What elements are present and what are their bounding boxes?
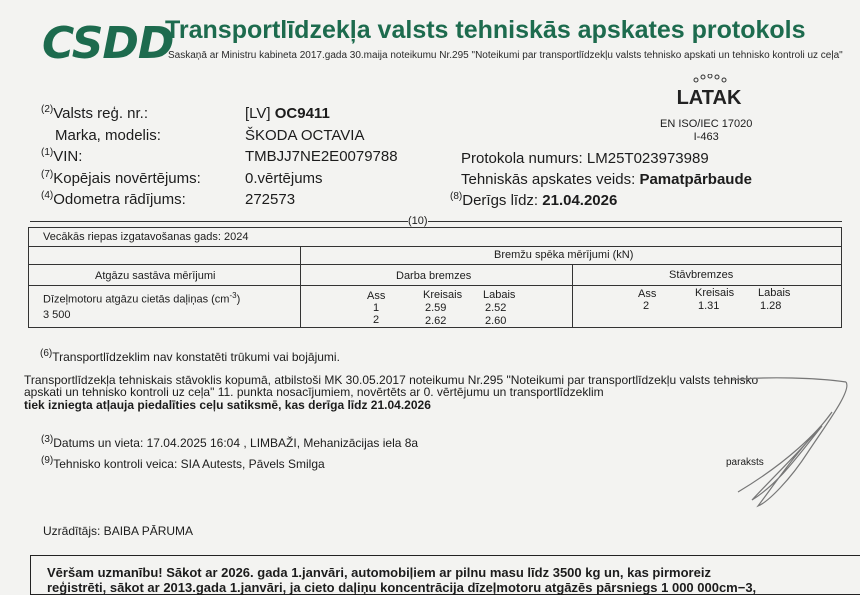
valid-until	[450, 191, 617, 209]
statement-line-3: tiek izniegta atļauja piedalīties ceļu satiksmē, kas derīga līdz 21.04.2026	[24, 398, 431, 412]
valid-until-value: 21.04.2026	[542, 192, 618, 209]
reg-no-prefix: [LV]	[245, 105, 271, 122]
tyre-year: Vecākās riepas izgatavošanas gads: 2024	[43, 231, 249, 243]
make-label: Marka, modelis:	[55, 127, 161, 144]
protocol-number-value: LM25T023973989	[586, 150, 709, 167]
reg-no-ref: (2)	[41, 104, 54, 115]
findings-text: Transportlīdzeklim nav konstatēti trūkumi vai bojājumi.	[52, 350, 340, 364]
accreditation-standard	[660, 118, 752, 144]
parking-row-1-axle: 2	[643, 300, 650, 312]
notice-line-1: Vēršam uzmanību! Sākot ar 2026. gada 1.janvāri, automobiļiem ar pilnu masu līdz 3500 kg un, kas pirmoreiz	[47, 565, 711, 580]
valid-ref: (8)	[450, 191, 463, 202]
accreditation-number: I-463	[693, 131, 719, 143]
reg-no-label	[41, 104, 148, 122]
diesel-unit-sup: -3	[229, 291, 237, 300]
service-brake-header: Darba bremzes	[396, 270, 472, 282]
notice-box	[30, 555, 860, 595]
statement-line-2: apskati un tehnisko kontroli uz ceļa" 11. punkta nosacījumiem, novērtēts ar 0. vērtējumu un transportlīdzeklim	[24, 385, 604, 399]
parking-brake-header: Stāvbremzes	[669, 269, 734, 281]
document-subtitle: Saskaņā ar Ministru kabineta 2017.gada 30.maija noteikumu Nr.295 "Noteikumi par transportlīdzekļu valsts tehnisko apskati un tehnisko kontroli uz ceļa"	[168, 50, 843, 61]
vin-label-text: VIN:	[53, 148, 83, 165]
service-row-2-left: 2.62	[425, 315, 447, 327]
odometer-label-text: Odometra rādījums:	[53, 191, 186, 208]
service-col-axle: Ass	[367, 290, 386, 302]
latak-mark: LATAK	[676, 87, 742, 108]
signature-label: paraksts	[726, 457, 764, 468]
vin-ref: (1)	[41, 147, 54, 158]
parking-col-axle: Ass	[638, 288, 657, 300]
col-divider-2	[572, 264, 573, 328]
protocol-number-label: Protokola numurs:	[461, 150, 583, 167]
tyre-row	[29, 228, 841, 247]
subheader-row	[29, 264, 841, 286]
section-divider-left	[30, 221, 408, 222]
service-col-left: Kreisais	[423, 289, 463, 301]
brake-header: Bremžu spēka mērījumi (kN)	[494, 249, 634, 261]
iso-standard: EN ISO/IEC 17020	[660, 118, 753, 130]
date-text: Datums un vieta: 17.04.2025 16:04 , LIMBAŽI, Mehanizācijas iela 8a	[53, 436, 419, 450]
reg-no-number: OC9411	[274, 105, 330, 122]
diesel-label-text: Dīzeļmotoru atgāzu cietās daļiņas (cm	[43, 293, 230, 306]
parking-row-1-right: 1.28	[760, 300, 782, 312]
findings	[40, 348, 340, 364]
emission-header: Atgāzu sastāva mērījumi	[95, 270, 216, 282]
inspection-date	[41, 434, 418, 450]
col-divider-1	[300, 246, 301, 328]
rating-label-text: Kopējais novērtējums:	[53, 170, 201, 187]
service-row-1-left: 2.59	[425, 302, 447, 314]
statement-line-1: Transportlīdzekļa tehniskais stāvoklis kopumā, atbilstoši MK 30.05.2017 noteikumu Nr.295 "Noteikumi par transportlīdzekļu valsts tehnisko	[24, 373, 759, 387]
parking-col-left: Kreisais	[695, 287, 735, 299]
measurements-ref: (10)	[408, 215, 428, 227]
reg-no-value	[245, 105, 330, 122]
notice-line-2: reģistrēti, sākot ar 2013.gada 1.janvāri, ja cieto daļiņu koncentrācija dīzeļmotoru atgāzēs pārsniegs 1 000 000cm−3,	[47, 580, 757, 595]
odometer-label	[41, 190, 186, 208]
brake-header-row	[29, 246, 841, 265]
rating-label	[41, 169, 201, 187]
diesel-value: 3 500	[43, 309, 71, 321]
diesel-label-close: )	[236, 293, 241, 306]
reg-no-label-text: Valsts reģ. nr.:	[53, 105, 148, 122]
service-row-2-axle: 2	[373, 314, 380, 326]
vin-label	[41, 147, 82, 165]
signature-icon	[728, 372, 856, 512]
inspection-type	[461, 171, 752, 188]
inspection-type-label: Tehniskās apskates veids:	[461, 171, 636, 188]
inspection-type-value: Pamatpārbaude	[639, 171, 752, 188]
document-title: Transportlīdzekļa valsts tehniskās apskates protokols	[165, 16, 806, 44]
measurements-table	[28, 227, 842, 328]
service-row-1-axle: 1	[373, 302, 380, 314]
make-value: ŠKODA OCTAVIA	[245, 127, 365, 144]
parking-row-1-left: 1.31	[698, 300, 720, 312]
inspector	[41, 455, 325, 471]
parking-col-right: Labais	[758, 287, 791, 299]
service-col-right: Labais	[483, 289, 516, 301]
service-row-1-right: 2.52	[485, 302, 507, 314]
protocol-number	[461, 150, 709, 167]
rating-value: 0.vērtējums	[245, 170, 323, 187]
section-divider-right	[428, 221, 842, 222]
odometer-value: 272573	[245, 191, 296, 208]
latak-logo-icon	[674, 74, 744, 108]
diesel-label	[43, 291, 240, 306]
presenter: Uzrādītājs: BAIBA PĀRUMA	[43, 524, 194, 538]
csdd-logo: CSDD	[42, 18, 174, 69]
vin-value: TMBJJ7NE2E0079788	[245, 148, 398, 165]
inspector-text: Tehnisko kontroli veica: SIA Autests, Pāvels Smilga	[53, 457, 325, 471]
rating-ref: (7)	[41, 169, 54, 180]
odometer-ref: (4)	[41, 190, 54, 201]
inspector-ref: (9)	[41, 455, 54, 466]
valid-until-label: Derīgs līdz:	[462, 192, 539, 209]
service-row-2-right: 2.60	[485, 315, 507, 327]
findings-ref: (6)	[40, 348, 53, 359]
date-ref: (3)	[41, 434, 54, 445]
